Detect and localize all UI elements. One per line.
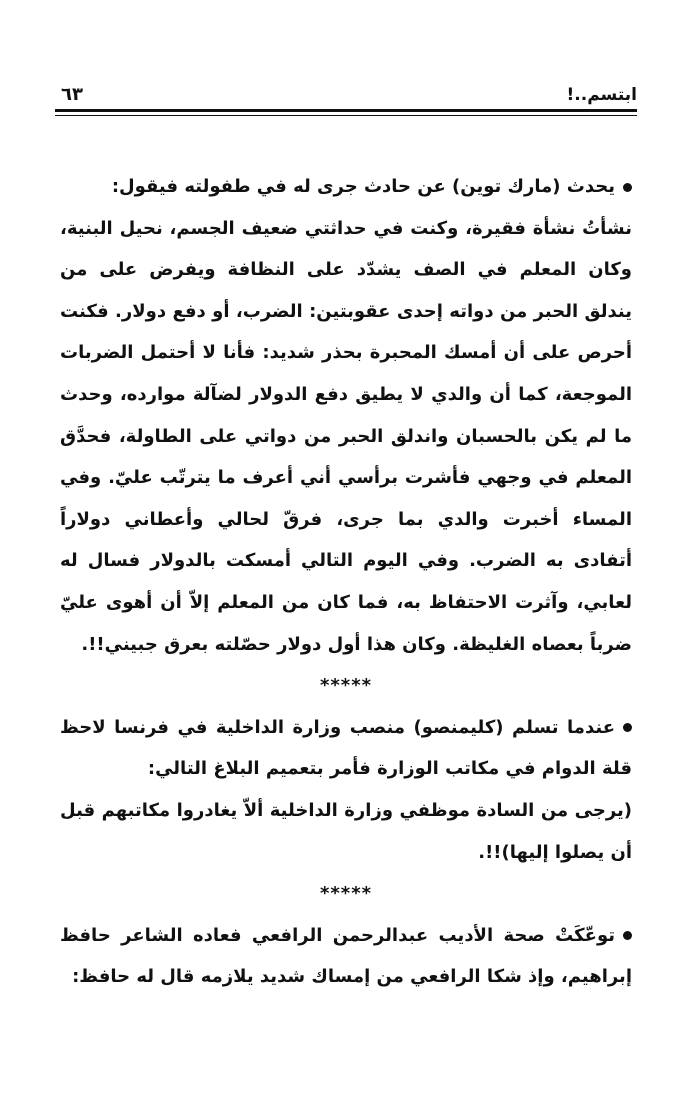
- header-rule-thick: [55, 109, 637, 112]
- story-rafii-intro: [60, 915, 632, 998]
- paragraph-text: توعّكَتْ صحة الأديب عبدالرحمن الرافعي فعاده الشاعر حافظ إبراهيم، وإذ شكا الرافعي من إمساك شديد يلازمه قال له حافظ:: [60, 924, 632, 988]
- story-mark-twain-intro: [60, 166, 632, 208]
- story-mark-twain-body: نشأتُ نشأة فقيرة، وكنت في حداثتي ضعيف الجسم، نحيل البنية، وكان المعلم في الصف يشدّد على النظافة ويفرض على من يندلق الحبر من دواته إحدى عقوبتين: الضرب، أو دفع دولار. فكنت أحرص على أن أمسك المحبرة بحذر شديد: فأنا لا أحتمل الضربات الموجعة، كما أن والدي لا يطيق دفع الدولار لضآلة موارده، وحدث ما لم يكن بالحسبان واندلق الحبر من دواتي على الطاولة، فحدَّق المعلم في وجهي فأشرت برأسي أني أعرف ما يترتّب عليّ. وفي المساء أخبرت والدي بما جرى، فرقّ لحالي وأعطاني دولاراً أتفادى به الضرب. وفي اليوم التالي أمسكت بالدولار فسال له لعابي، وآثرت الاحتفاظ به، فما كان من المعلم إلاّ أن أهوى عليّ ضرباً بعصاه الغليظة. وكان هذا أول دولار حصّلته بعرق جبيني!!.: [60, 217, 632, 655]
- paragraph-text: عندما تسلم (كليمنصو) منصب وزارة الداخلية في فرنسا لاحظ قلة الدوام في مكاتب الوزارة فأمر بتعميم البلاغ التالي:: [60, 716, 632, 780]
- story-clemenceau-intro: [60, 707, 632, 790]
- story-clemenceau-quote: (يرجى من السادة موظفي وزارة الداخلية ألاّ يغادروا مكاتبهم قبل أن يصلوا إليها)!!.: [60, 799, 632, 863]
- running-title: ابتسم..!: [566, 85, 637, 105]
- section-separator: *****: [319, 883, 373, 905]
- running-header: [55, 84, 637, 108]
- bullet-icon: [623, 183, 632, 192]
- bullet-icon: [623, 723, 632, 732]
- bullet-icon: [623, 931, 632, 940]
- page-number: ٦٣: [61, 84, 83, 105]
- header-rule-thin: [55, 115, 637, 116]
- body-text: [60, 166, 632, 998]
- section-separator: *****: [319, 675, 373, 697]
- paragraph-text: يحدث (مارك توين) عن حادث جرى له في طفولته فيقول:: [111, 176, 615, 197]
